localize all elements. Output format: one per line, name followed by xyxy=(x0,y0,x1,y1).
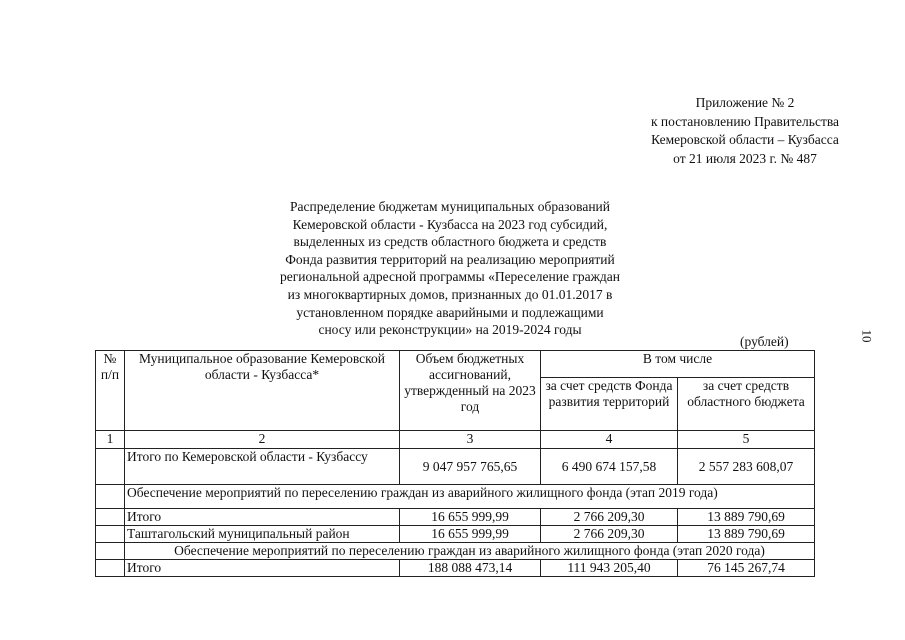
row-volume: 188 088 473,14 xyxy=(400,560,541,577)
appendix-block xyxy=(600,94,890,168)
appendix-line: Кемеровской области – Кузбасса xyxy=(651,132,839,147)
column-number: 2 xyxy=(125,431,400,449)
row-num xyxy=(96,485,125,509)
header-regional: за счет средств областного бюджета xyxy=(678,378,815,431)
title-line: Распределение бюджетам муниципальных образований xyxy=(289,199,610,214)
row-name: Итого по Кемеровской области - Кузбассу xyxy=(125,449,400,485)
row-fund: 6 490 674 157,58 xyxy=(541,449,678,485)
column-number: 5 xyxy=(678,431,815,449)
header-volume: Объем бюджетных ассигнований, утвержденный на 2023 год xyxy=(400,351,541,431)
row-num xyxy=(96,526,125,543)
header-fund: за счет средств Фонда развития территорий xyxy=(541,378,678,431)
row-regional: 2 557 283 608,07 xyxy=(678,449,815,485)
title-line: выделенных из средств областного бюджета и средств xyxy=(293,234,607,250)
distribution-table xyxy=(95,350,815,577)
title-line: установленном порядке аварийными и подлежащими xyxy=(296,304,604,320)
row-volume: 16 655 999,99 xyxy=(400,526,541,543)
title-line: из многоквартирных домов, признанных до 01.01.2017 в xyxy=(287,286,613,302)
section-row xyxy=(96,543,815,560)
row-regional: 13 889 790,69 xyxy=(678,509,815,526)
table-row xyxy=(96,509,815,526)
column-number-row xyxy=(96,431,815,449)
table-row xyxy=(96,560,815,577)
header-num: № п/п xyxy=(96,351,125,431)
row-fund: 2 766 209,30 xyxy=(541,526,678,543)
column-number: 3 xyxy=(400,431,541,449)
row-name: Таштагольский муниципальный район xyxy=(125,526,400,543)
row-num xyxy=(96,560,125,577)
header-municipality: Муниципальное образование Кемеровской области - Кузбасса* xyxy=(125,351,400,431)
row-volume: 9 047 957 765,65 xyxy=(400,449,541,485)
column-number: 1 xyxy=(96,431,125,449)
title-line: Кемеровской области - Кузбасса на 2023 год субсидий, xyxy=(292,216,608,232)
row-fund: 2 766 209,30 xyxy=(541,509,678,526)
section-label: Обеспечение мероприятий по переселению граждан из аварийного жилищного фонда (этап 2019 года) xyxy=(125,485,815,509)
section-label: Обеспечение мероприятий по переселению граждан из аварийного жилищного фонда (этап 2020 года) xyxy=(125,543,815,560)
appendix-line: к постановлению Правительства xyxy=(650,113,840,129)
row-fund: 111 943 205,40 xyxy=(541,560,678,577)
row-regional: 76 145 267,74 xyxy=(678,560,815,577)
row-num xyxy=(96,543,125,560)
header-including: В том числе xyxy=(541,351,815,378)
row-regional: 13 889 790,69 xyxy=(678,526,815,543)
row-num xyxy=(96,449,125,485)
table-row xyxy=(96,449,815,485)
table-row xyxy=(96,526,815,543)
document-title xyxy=(230,198,670,339)
appendix-line: Приложение № 2 xyxy=(695,95,795,110)
title-line: Фонда развития территорий на реализацию мероприятий xyxy=(285,251,615,267)
row-num xyxy=(96,509,125,526)
title-line: региональной адресной программы «Переселение граждан xyxy=(279,269,621,285)
appendix-line: от 21 июля 2023 г. № 487 xyxy=(673,150,817,166)
unit-label: (рублей) xyxy=(740,334,789,349)
table-header-row xyxy=(96,351,815,378)
title-line: сносу или реконструкции» на 2019-2024 годы xyxy=(318,322,582,338)
row-name: Итого xyxy=(125,509,400,526)
column-number: 4 xyxy=(541,431,678,449)
row-volume: 16 655 999,99 xyxy=(400,509,541,526)
page-number: 10 xyxy=(859,329,875,343)
section-row xyxy=(96,485,815,509)
row-name: Итого xyxy=(125,560,400,577)
